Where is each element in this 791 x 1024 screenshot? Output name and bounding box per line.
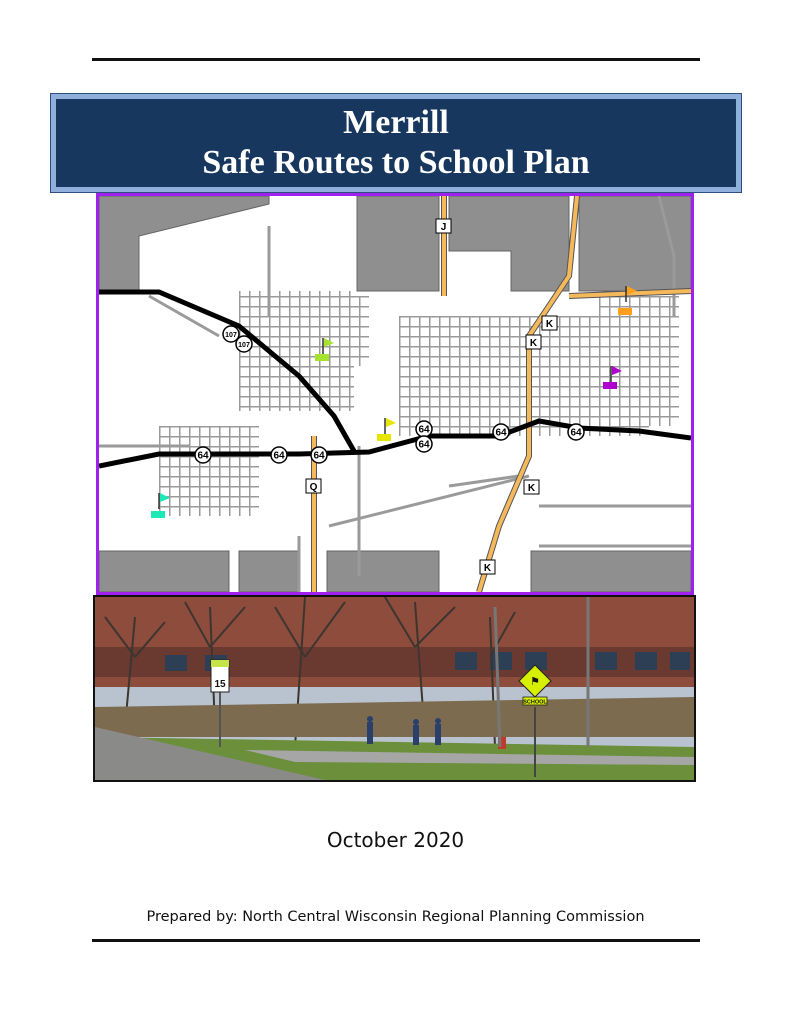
publication-date: October 2020 — [326, 828, 465, 852]
svg-text:64: 64 — [273, 450, 285, 462]
svg-text:Q: Q — [309, 482, 318, 493]
svg-text:107: 107 — [238, 342, 250, 349]
svg-text:107: 107 — [225, 332, 237, 339]
route-64-shield — [416, 436, 432, 452]
route-k-label — [524, 480, 539, 494]
photo-drawing — [95, 597, 694, 780]
prepared-by: Prepared by: North Central Wisconsin Regional Planning Commission — [146, 909, 645, 925]
title-panel — [56, 99, 736, 187]
route-64-shield — [493, 424, 509, 440]
route-q-label — [306, 479, 321, 493]
svg-text:K: K — [527, 483, 536, 494]
top-rule — [92, 58, 700, 61]
svg-text:64: 64 — [313, 450, 325, 462]
route-k-label — [542, 316, 557, 330]
svg-text:SCHOOL: SCHOOL — [523, 699, 547, 706]
map-drawing — [99, 196, 691, 592]
route-64-shield — [568, 424, 584, 440]
svg-text:⚑: ⚑ — [530, 676, 540, 688]
route-64-shield — [271, 447, 287, 463]
route-k-label — [480, 560, 495, 574]
svg-text:K: K — [529, 338, 538, 349]
svg-text:64: 64 — [418, 439, 430, 451]
svg-text:J: J — [440, 222, 447, 233]
school-route-map — [96, 193, 694, 595]
svg-text:K: K — [545, 319, 554, 330]
svg-text:64: 64 — [418, 424, 430, 436]
svg-text:64: 64 — [495, 427, 507, 439]
title-banner — [50, 93, 742, 193]
bottom-rule — [92, 939, 700, 942]
route-64-shield — [416, 421, 432, 437]
svg-text:K: K — [483, 563, 492, 574]
school-area-photo — [93, 595, 696, 782]
svg-text:64: 64 — [197, 450, 209, 462]
route-j-label — [436, 219, 451, 233]
route-107-shield — [236, 336, 252, 352]
title-line-2: Safe Routes to School Plan — [202, 144, 590, 181]
route-64-shield — [195, 447, 211, 463]
svg-text:15: 15 — [214, 679, 226, 690]
route-64-shield — [311, 447, 327, 463]
svg-text:64: 64 — [570, 427, 582, 439]
route-k-label — [526, 335, 541, 349]
title-line-1: Merrill — [343, 104, 449, 141]
